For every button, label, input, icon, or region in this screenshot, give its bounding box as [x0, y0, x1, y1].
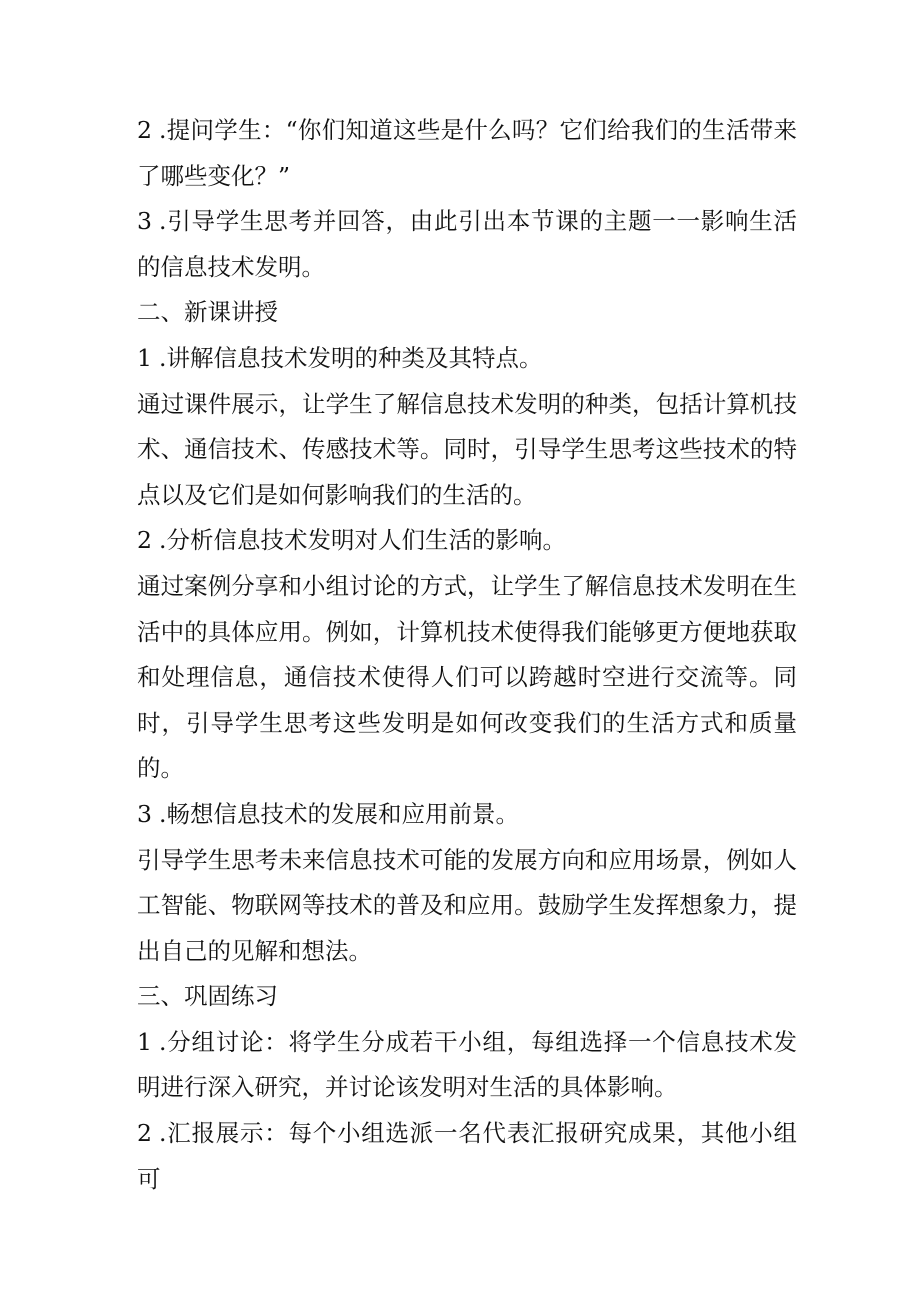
paragraph-analyze-impact: [137, 518, 797, 564]
item-number: 2: [137, 1119, 152, 1148]
item-number: 3: [137, 207, 152, 236]
paragraph-text: .提问学生：“你们知道这些是什么吗？它们给我们的生活带来了哪些变化？”: [137, 116, 797, 190]
paragraph-future: [137, 792, 797, 838]
paragraph-text: 通过案例分享和小组讨论的方式，让学生了解信息技术发明在生活中的具体应用。例如，计算机技术使得我们能够更方便地获取和处理信息，通信技术使得人们可以跨越时空进行交流等。同时，引导学生思考这些发明是如何改变我们的生活方式和质量的。: [137, 571, 797, 783]
paragraph-text: .引导学生思考并回答，由此引出本节课的主题一一影响生活的信息技术发明。: [137, 207, 797, 281]
paragraph-future-detail: [137, 838, 797, 975]
paragraph-text: .讲解信息技术发明的种类及其特点。: [159, 343, 543, 372]
paragraph-text: .畅想信息技术的发展和应用前景。: [159, 799, 519, 828]
item-number: 3: [137, 799, 152, 828]
paragraph-case-sharing: [137, 564, 797, 792]
paragraph-text: .分组讨论：将学生分成若干小组，每组选择一个信息技术发明进行深入研究，并讨论该发明对生活的具体影响。: [137, 1027, 797, 1102]
item-number: 1: [137, 1027, 152, 1056]
item-number: 1: [137, 343, 152, 372]
paragraph-guide-answer: [137, 199, 797, 290]
paragraph-text: .分析信息技术发明对人们生活的影响。: [159, 526, 566, 555]
section-heading-new-lesson: [137, 290, 797, 336]
paragraph-report: [137, 1111, 797, 1202]
item-number: 2: [137, 526, 152, 555]
section-heading-practice: [137, 974, 797, 1020]
paragraph-text: 引导学生思考未来信息技术可能的发展方向和应用场景，例如人工智能、物联网等技术的普及和应用。鼓励学生发挥想象力，提出自己的见解和想法。: [137, 845, 797, 965]
heading-text: 三、巩固练习: [137, 982, 278, 1011]
paragraph-text: .汇报展示：每个小组选派一名代表汇报研究成果，其他小组可: [137, 1119, 797, 1193]
paragraph-text: 通过课件展示，让学生了解信息技术发明的种类，包括计算机技术、通信技术、传感技术等。同时，引导学生思考这些技术的特点以及它们是如何影响我们的生活的。: [137, 389, 797, 509]
paragraph-courseware: [137, 382, 797, 519]
paragraph-explain-types: [137, 336, 797, 382]
paragraph-question: [137, 108, 797, 199]
paragraph-group-discussion: [137, 1020, 797, 1111]
heading-text: 二、新课讲授: [137, 298, 278, 327]
item-number: 2: [137, 116, 152, 144]
document-body: [137, 108, 797, 1202]
